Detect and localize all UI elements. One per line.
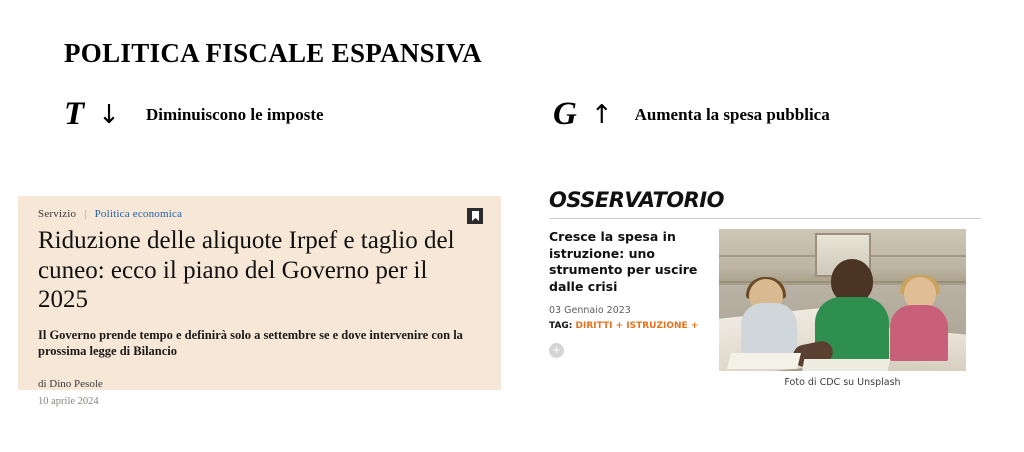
tag-values[interactable]: DIRITTI + ISTRUZIONE +	[575, 321, 699, 331]
article-headline: Riduzione delle aliquote Irpef e taglio del cuneo: ecco il piano del Governo per il 2025	[38, 227, 455, 313]
arrow-down-icon: ↓	[98, 99, 120, 130]
divider	[549, 218, 981, 219]
bookmark-icon[interactable]	[467, 208, 483, 224]
osservatorio-title[interactable]: Cresce la spesa in istruzione: uno strumento per uscire dalle crisi	[549, 229, 698, 294]
tax-symbol-caption: Diminuiscono le imposte	[145, 104, 324, 124]
article-standfirst: Il Governo prende tempo e definirà solo a settembre se e dove intervenire con la prossima legge di Bilancio	[38, 327, 463, 359]
article-byline: di Dino Pesole	[38, 378, 103, 391]
arrow-up-icon: ↑	[590, 99, 613, 130]
spending-symbol-caption: Aumenta la spesa pubblica	[634, 104, 830, 124]
osservatorio-figure	[719, 229, 966, 388]
page-title: POLITICA FISCALE ESPANSIVA	[64, 38, 482, 68]
osservatorio-date: 03 Gennaio 2023	[549, 305, 631, 316]
spending-symbol-letter: G	[553, 96, 577, 132]
article-kicker-divider: |	[84, 208, 87, 220]
article-kicker	[38, 208, 481, 220]
article-date: 10 aprile 2024	[38, 396, 99, 408]
osservatorio-card	[549, 188, 981, 388]
article-section-link[interactable]: Politica economica	[94, 208, 183, 220]
article-kicker-label: Servizio	[38, 208, 77, 220]
osservatorio-body	[549, 229, 981, 388]
symbol-row-taxes	[64, 98, 324, 131]
tax-symbol-letter: T	[64, 96, 85, 132]
plus-circle-icon[interactable]: +	[549, 343, 564, 358]
osservatorio-tags	[549, 321, 705, 331]
article-card	[18, 196, 501, 408]
photo-caption: Foto di CDC su Unsplash	[784, 377, 901, 388]
osservatorio-text-column	[549, 229, 719, 358]
symbol-row-spending	[553, 98, 830, 131]
tag-label: TAG:	[549, 321, 573, 331]
classroom-photo	[719, 229, 966, 371]
osservatorio-logo: OSSERVATORIO	[549, 188, 724, 212]
